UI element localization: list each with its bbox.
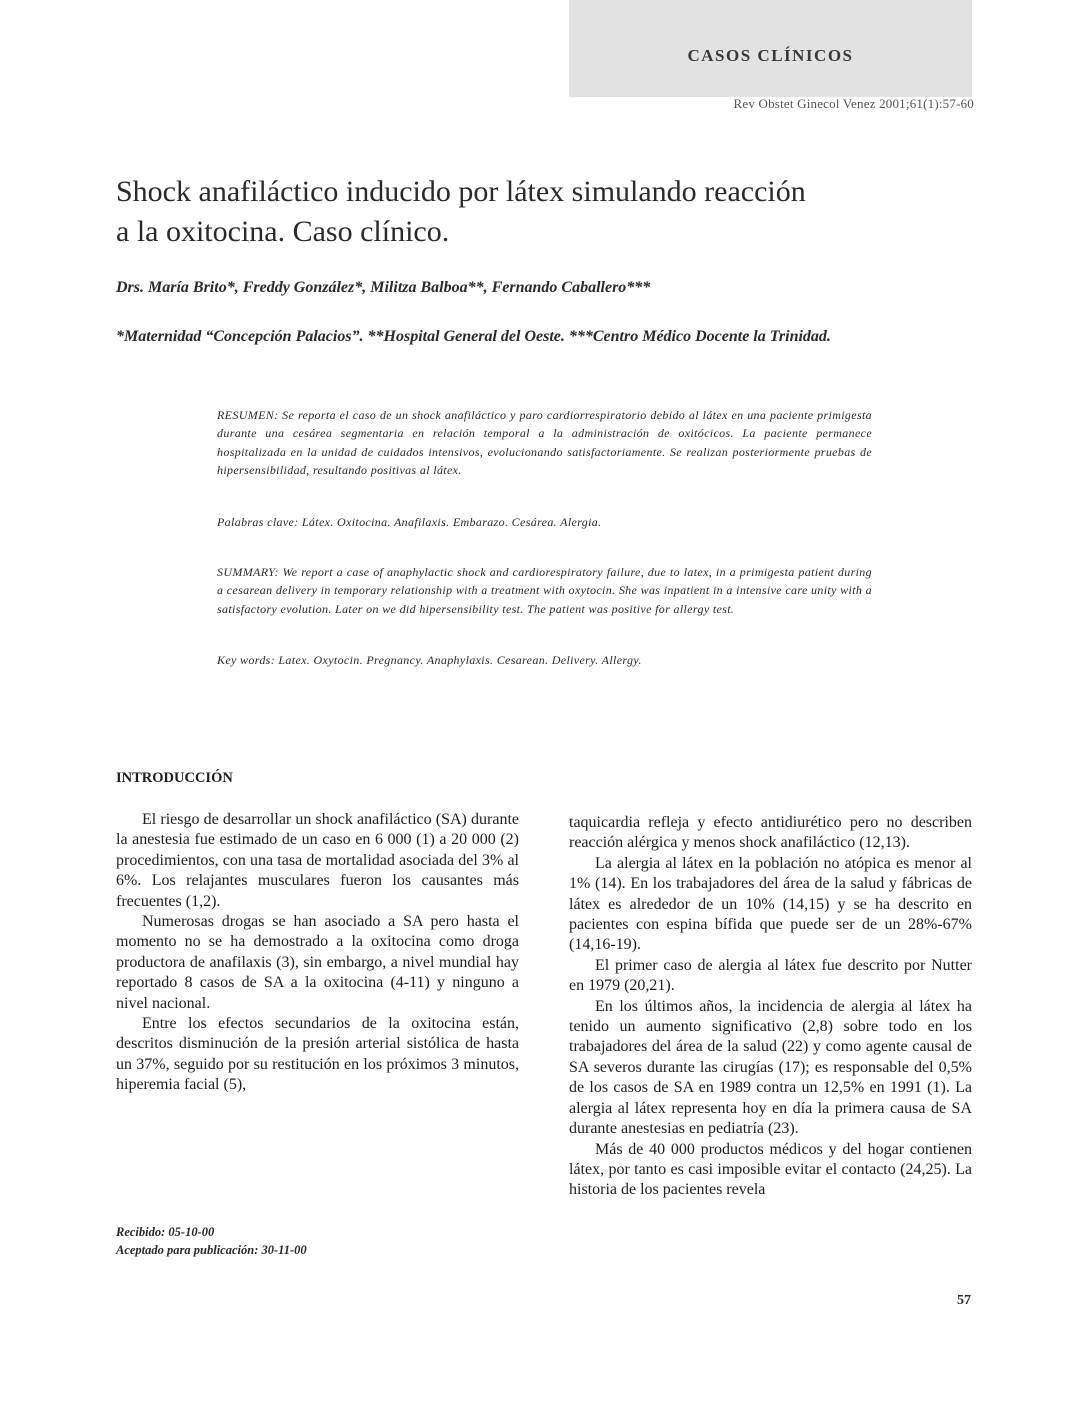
body-paragraph: El primer caso de alergia al látex fue descrito por Nutter en 1979 (20,21). (569, 956, 972, 995)
body-paragraph: Más de 40 000 productos médicos y del hogar contienen látex, por tanto es casi imposible evitar el contacto (24,25). La historia de los pacientes revela (569, 1140, 972, 1199)
submission-dates (116, 1223, 307, 1259)
resumen-paragraph: RESUMEN: Se reporta el caso de un shock anafiláctico y paro cardiorrespiratorio debido al látex en una paciente primigesta durante una cesárea segmentaria en relación temporal a la administración de oxitócicos. La paciente permanece hospitalizada en la unidad de cuidados intensivos, evolucionando satisfactoriamente. Se realizan posteriormente pruebas de hipersensibilidad, resultando positivas al látex. (217, 408, 872, 478)
body-paragraph: Entre los efectos secundarios de la oxitocina están, descritos disminución de la presión arterial sistólica de hasta un 37%, seguido por su restitución en los próximos 3 minutos, hiperemia facial (5), (116, 1015, 519, 1094)
body-paragraph: taquicardia refleja y efecto antidiurético pero no describen reacción alérgica y menos shock anafiláctico (12,13). (569, 814, 972, 852)
article-title (116, 172, 936, 252)
title-line-2: a la oxitocina. Caso clínico. (116, 215, 450, 248)
body-column-left (116, 810, 519, 1096)
received-date: Recibido: 05-10-00 (116, 1225, 215, 1239)
title-line-1: Shock anafiláctico inducido por látex simulando reacción (116, 175, 806, 208)
summary-paragraph: SUMMARY: We report a case of anaphylactic shock and cardiorespiratory failure, due to latex, in a primigesta patient during a cesarean delivery in temporary relationship with a treatment with oxytocin. She was inpatient in a intensive care unity with a satisfactory evolution. Later on we did hipersensibility test. The patient was positive for allergy test. (217, 565, 872, 616)
key-words: Key words: Latex. Oxytocin. Pregnancy. Anaphylaxis. Cesarean. Delivery. Allergy. (217, 653, 642, 667)
body-paragraph: El riesgo de desarrollar un shock anafiláctico (SA) durante la anestesia fue estimado de un caso en 6 000 (1) a 20 000 (2) procedimientos, con una tasa de mortalidad asociada del 3% al 6%. Los relajantes musculares fueron los causantes más frecuentes (1,2). (116, 811, 519, 910)
section-label: CASOS CLÍNICOS (687, 46, 854, 65)
palabras-clave: Palabras clave: Látex. Oxitocina. Anafilaxis. Embarazo. Cesárea. Alergia. (217, 515, 602, 529)
body-column-right (569, 813, 972, 1201)
page-number: 57 (957, 1293, 971, 1308)
accepted-date: Aceptado para publicación: 30-11-00 (116, 1243, 307, 1257)
section-heading-introduccion: INTRODUCCIÓN (116, 770, 233, 786)
body-paragraph: En los últimos años, la incidencia de alergia al látex ha tenido un aumento significativo (2,8) sobre todo en los trabajadores del área de la salud (22) y como agente causal de SA severos durante las cirugías (17); es responsable del 0,5% de los casos de SA en 1989 contra un 12,5% en 1991 (1). La alergia al látex representa hoy en día la primera causa de SA durante anestesias en pediatría (23). (569, 997, 972, 1138)
body-paragraph: La alergia al látex en la población no atópica es menor al 1% (14). En los trabajadores del área de la salud y fábricas de látex es alrededor de un 10% (14,15) y se ha descrito en pacientes con espina bífida que puede ser de un 28%-67% (14,16-19). (569, 854, 972, 954)
affiliations: *Maternidad “Concepción Palacios”. **Hospital General del Oeste. ***Centro Médico Docente la Trinidad. (116, 328, 831, 345)
journal-citation: Rev Obstet Ginecol Venez 2001;61(1):57-60 (733, 96, 974, 111)
authors: Drs. María Brito*, Freddy González*, Militza Balboa**, Fernando Caballero*** (116, 279, 651, 296)
section-header-box (569, 0, 972, 97)
body-paragraph: Numerosas drogas se han asociado a SA pero hasta el momento no se ha demostrado a la oxitocina como droga productora de anafilaxis (3), sin embargo, a nivel mundial hay reportado 8 casos de SA a la oxitocina (4-11) y ninguno a nivel nacional. (116, 913, 519, 1012)
